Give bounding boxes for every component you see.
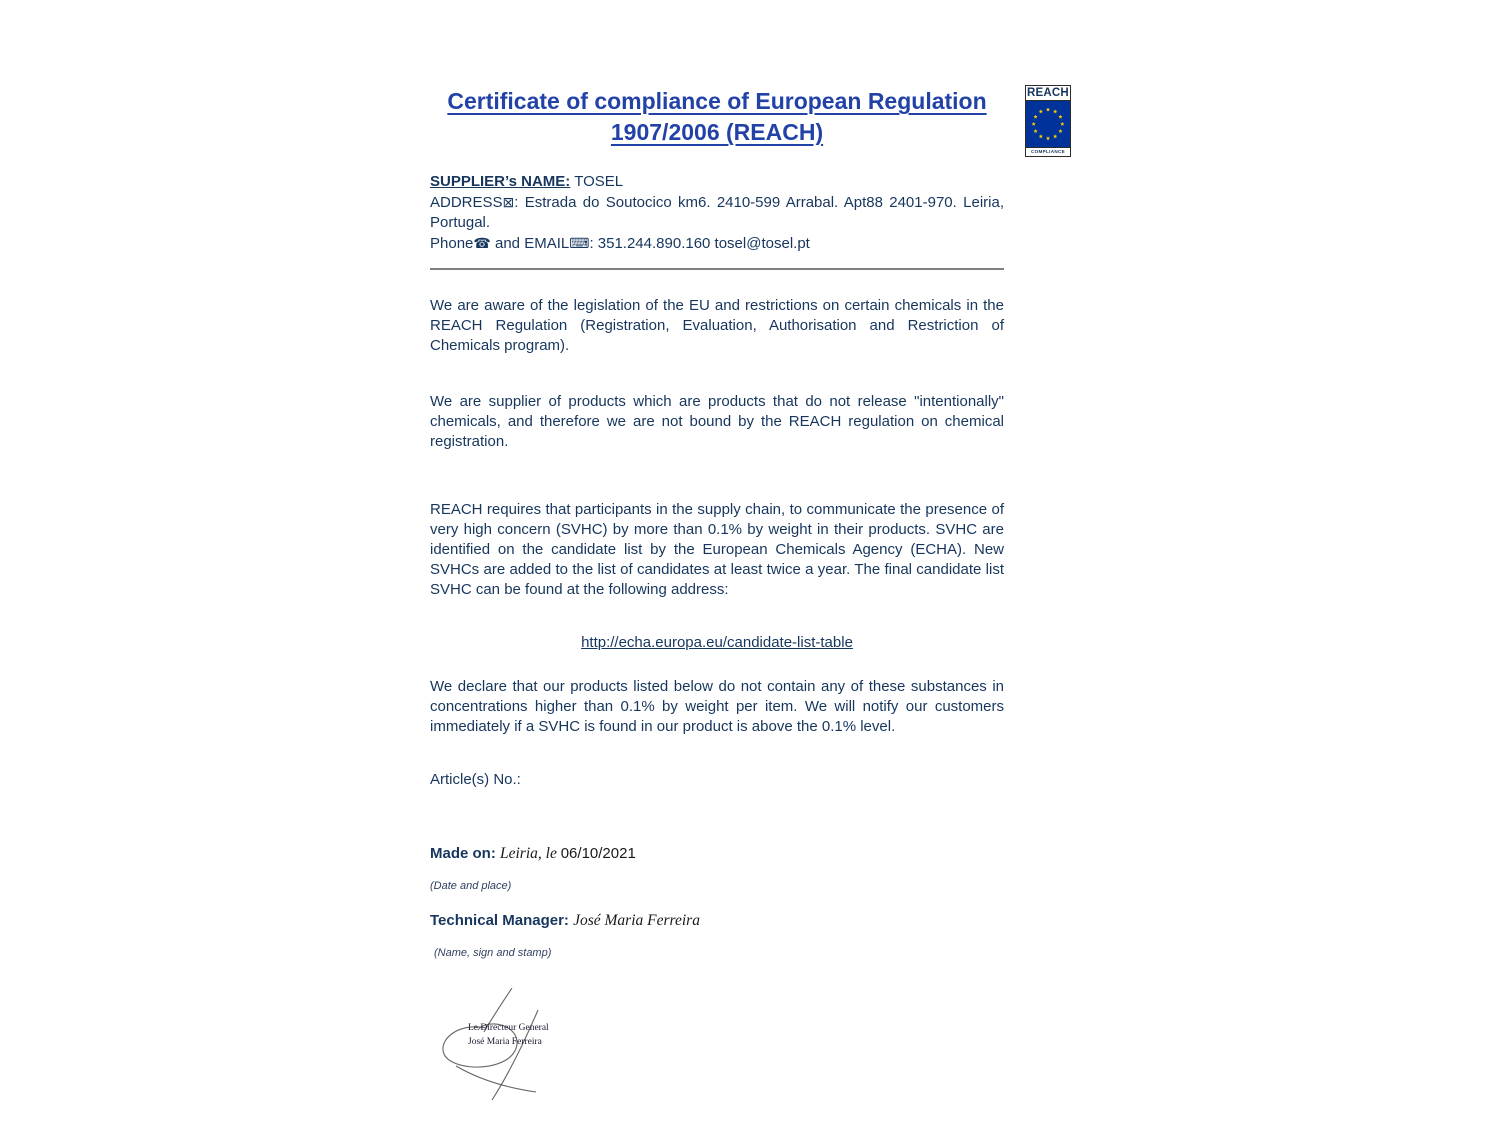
technical-manager-line — [430, 911, 1004, 931]
email-label: and EMAIL — [490, 235, 570, 252]
address-value: : Estrada do Soutocico km6. 2410-599 Arrabal. Apt88 2401-970. Leiria, Portugal. — [430, 194, 1004, 231]
made-on-place: Leiria, le — [500, 845, 561, 862]
candidate-list-link[interactable]: http://echa.europa.eu/candidate-list-table — [581, 634, 853, 651]
supplier-contact-line — [430, 233, 1004, 254]
stamp-line-2: José Maria Ferreira — [468, 1037, 542, 1047]
horizontal-divider — [430, 268, 1004, 270]
paragraph-supplier-statement: We are supplier of products which are products that do not release "intentionally" chemicals, and therefore we are not bound by the REACH regulation on chemical registration. — [430, 393, 1004, 450]
date-place-note: (Date and place) — [430, 880, 512, 892]
address-label: ADDRESS — [430, 194, 503, 211]
document-content — [430, 86, 1004, 1106]
envelope-icon: ⊠ — [502, 194, 515, 210]
reach-compliance-logo — [1025, 85, 1071, 157]
made-on-line — [430, 844, 1004, 864]
stamp-line-1: Le Directeur General — [468, 1023, 549, 1033]
reach-logo-title: REACH — [1027, 87, 1069, 99]
phone-label: Phone — [430, 235, 474, 252]
technical-manager-label: Technical Manager: — [430, 912, 574, 929]
supplier-name-value: TOSEL — [570, 173, 624, 190]
signature-block — [434, 988, 1004, 1106]
supplier-name-label: SUPPLIER’s NAME: — [430, 173, 571, 190]
title-line-2: 1907/2006 (REACH) — [610, 119, 824, 145]
supplier-name-line — [430, 172, 1004, 192]
reach-logo-compliance-label: COMPLIANCE — [1026, 147, 1070, 156]
paragraph-reach-requirements: REACH requires that participants in the supply chain, to communicate the presence of very high concern (SVHC) by more than 0.1% by weight in their products. SVHC are identified on the candidate list by the European Chemicals Agency (ECHA). New SVHCs are added to the list of candidates at least twice a year. The final candidate list SVHC can be found at the following address: — [430, 501, 1004, 598]
contact-value: : 351.244.890.160 tosel@tosel.pt — [589, 235, 810, 252]
article-number-label: Article(s) No.: — [430, 771, 521, 788]
paragraph-declaration: We declare that our products listed below do not contain any of these substances in concentrations higher than 0.1% by weight per item. We will notify our customers immediately if a SVHC is found in our product is above the 0.1% level. — [430, 678, 1004, 735]
computer-icon: ⌨ — [569, 235, 590, 251]
signature-scribble-icon — [434, 988, 584, 1106]
sign-stamp-note: (Name, sign and stamp) — [434, 947, 552, 959]
supplier-address-line — [430, 192, 1004, 233]
made-on-date: 06/10/2021 — [560, 845, 636, 862]
page-title — [430, 86, 1004, 148]
supplier-info-block — [430, 172, 1004, 254]
title-line-1: Certificate of compliance of European Regulation — [447, 88, 987, 114]
technical-manager-name: José Maria Ferreira — [573, 912, 700, 929]
eu-flag-icon — [1026, 101, 1070, 147]
candidate-list-link-line — [430, 634, 1004, 651]
made-on-label: Made on: — [430, 845, 500, 862]
paragraph-awareness: We are aware of the legislation of the EU and restrictions on certain chemicals in the REACH Regulation (Registration, Evaluation, Authorisation and Restriction of Chemicals program). — [430, 297, 1004, 354]
phone-icon: ☎ — [473, 235, 491, 251]
